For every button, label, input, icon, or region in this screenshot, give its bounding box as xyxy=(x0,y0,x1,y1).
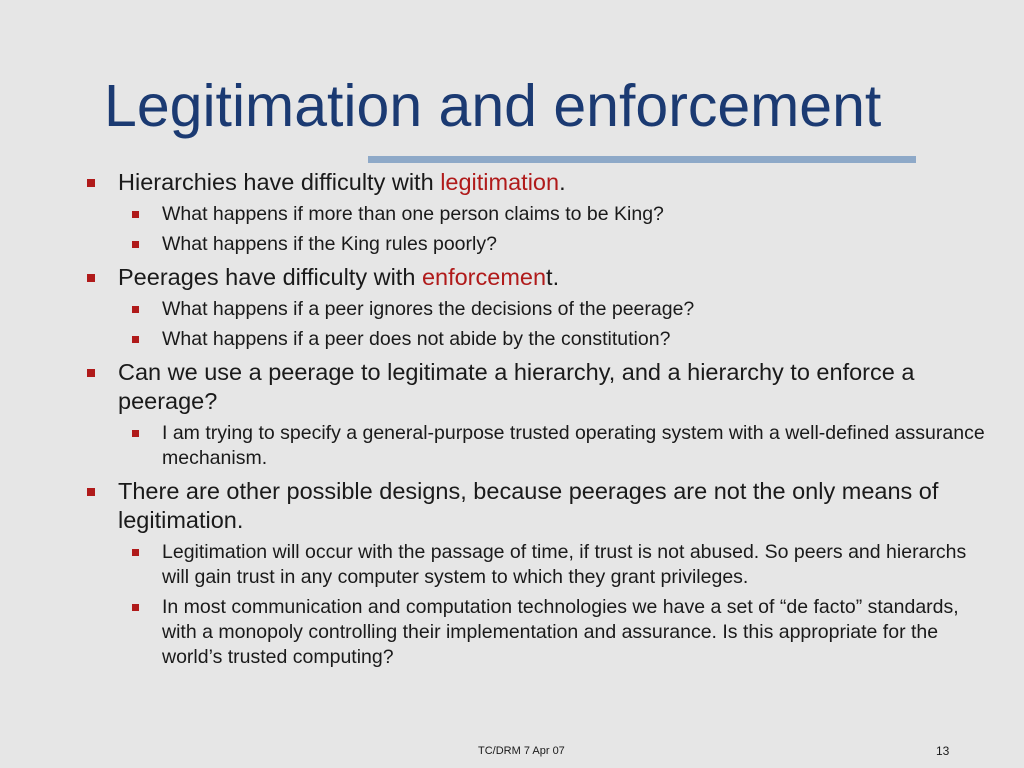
sub-bullet-text: What happens if a peer ignores the decisions of the peerage? xyxy=(162,298,695,320)
sub-bullet-item xyxy=(84,421,994,471)
square-bullet-icon xyxy=(132,336,139,343)
sub-bullet-item xyxy=(84,232,994,257)
bullet-text: Hierarchies have difficulty with xyxy=(118,169,441,195)
sub-bullet-text: I am trying to specify a general-purpose trusted operating system with a well-defined assurance mechanism. xyxy=(162,422,985,469)
highlighted-term: legitimation xyxy=(440,169,560,195)
bullet-item xyxy=(84,477,994,535)
square-bullet-icon xyxy=(132,430,139,437)
sub-bullet-text: What happens if more than one person claims to be King? xyxy=(162,203,664,225)
sub-bullet-text: What happens if the King rules poorly? xyxy=(162,233,497,255)
bullet-item xyxy=(84,168,994,197)
bullet-text: . xyxy=(559,169,566,195)
bullet-text: t. xyxy=(546,264,560,290)
sub-bullet-text: Legitimation will occur with the passage of time, if trust is not abused. So peers and hierarchs will gain trust in any computer system to which they grant privileges. xyxy=(162,541,967,588)
slide-title: Legitimation and enforcement xyxy=(104,73,882,139)
title-underline xyxy=(368,156,916,163)
bullet-list xyxy=(84,168,994,670)
sub-bullet-item xyxy=(84,540,994,590)
sub-bullet-text: What happens if a peer does not abide by the constitution? xyxy=(162,328,671,350)
square-bullet-icon xyxy=(132,241,139,248)
bullet-item xyxy=(84,263,994,292)
sub-bullet-item xyxy=(84,327,994,352)
highlighted-term: enforcemen xyxy=(421,264,547,290)
square-bullet-icon xyxy=(87,179,95,187)
square-bullet-icon xyxy=(87,488,95,496)
bullet-item xyxy=(84,358,994,416)
slide-footer: TC/DRM 7 Apr 07 xyxy=(478,745,565,757)
sub-bullet-item xyxy=(84,202,994,227)
bullet-text: Can we use a peerage to legitimate a hierarchy, and a hierarchy to enforce a peerage? xyxy=(118,359,915,414)
sub-bullet-item xyxy=(84,595,994,670)
square-bullet-icon xyxy=(87,369,95,377)
page-number: 13 xyxy=(936,744,950,758)
bullet-text: There are other possible designs, because peerages are not the only means of legitimation. xyxy=(118,478,939,533)
square-bullet-icon xyxy=(132,211,139,218)
bullet-text: Peerages have difficulty with xyxy=(118,264,422,290)
square-bullet-icon xyxy=(87,274,95,282)
square-bullet-icon xyxy=(132,549,139,556)
square-bullet-icon xyxy=(132,306,139,313)
sub-bullet-text: In most communication and computation technologies we have a set of “de facto” standards, with a monopoly controlling their implementation and assurance. Is this appropriate for the world’s trusted computing? xyxy=(162,596,959,668)
square-bullet-icon xyxy=(132,604,139,611)
sub-bullet-item xyxy=(84,297,994,322)
